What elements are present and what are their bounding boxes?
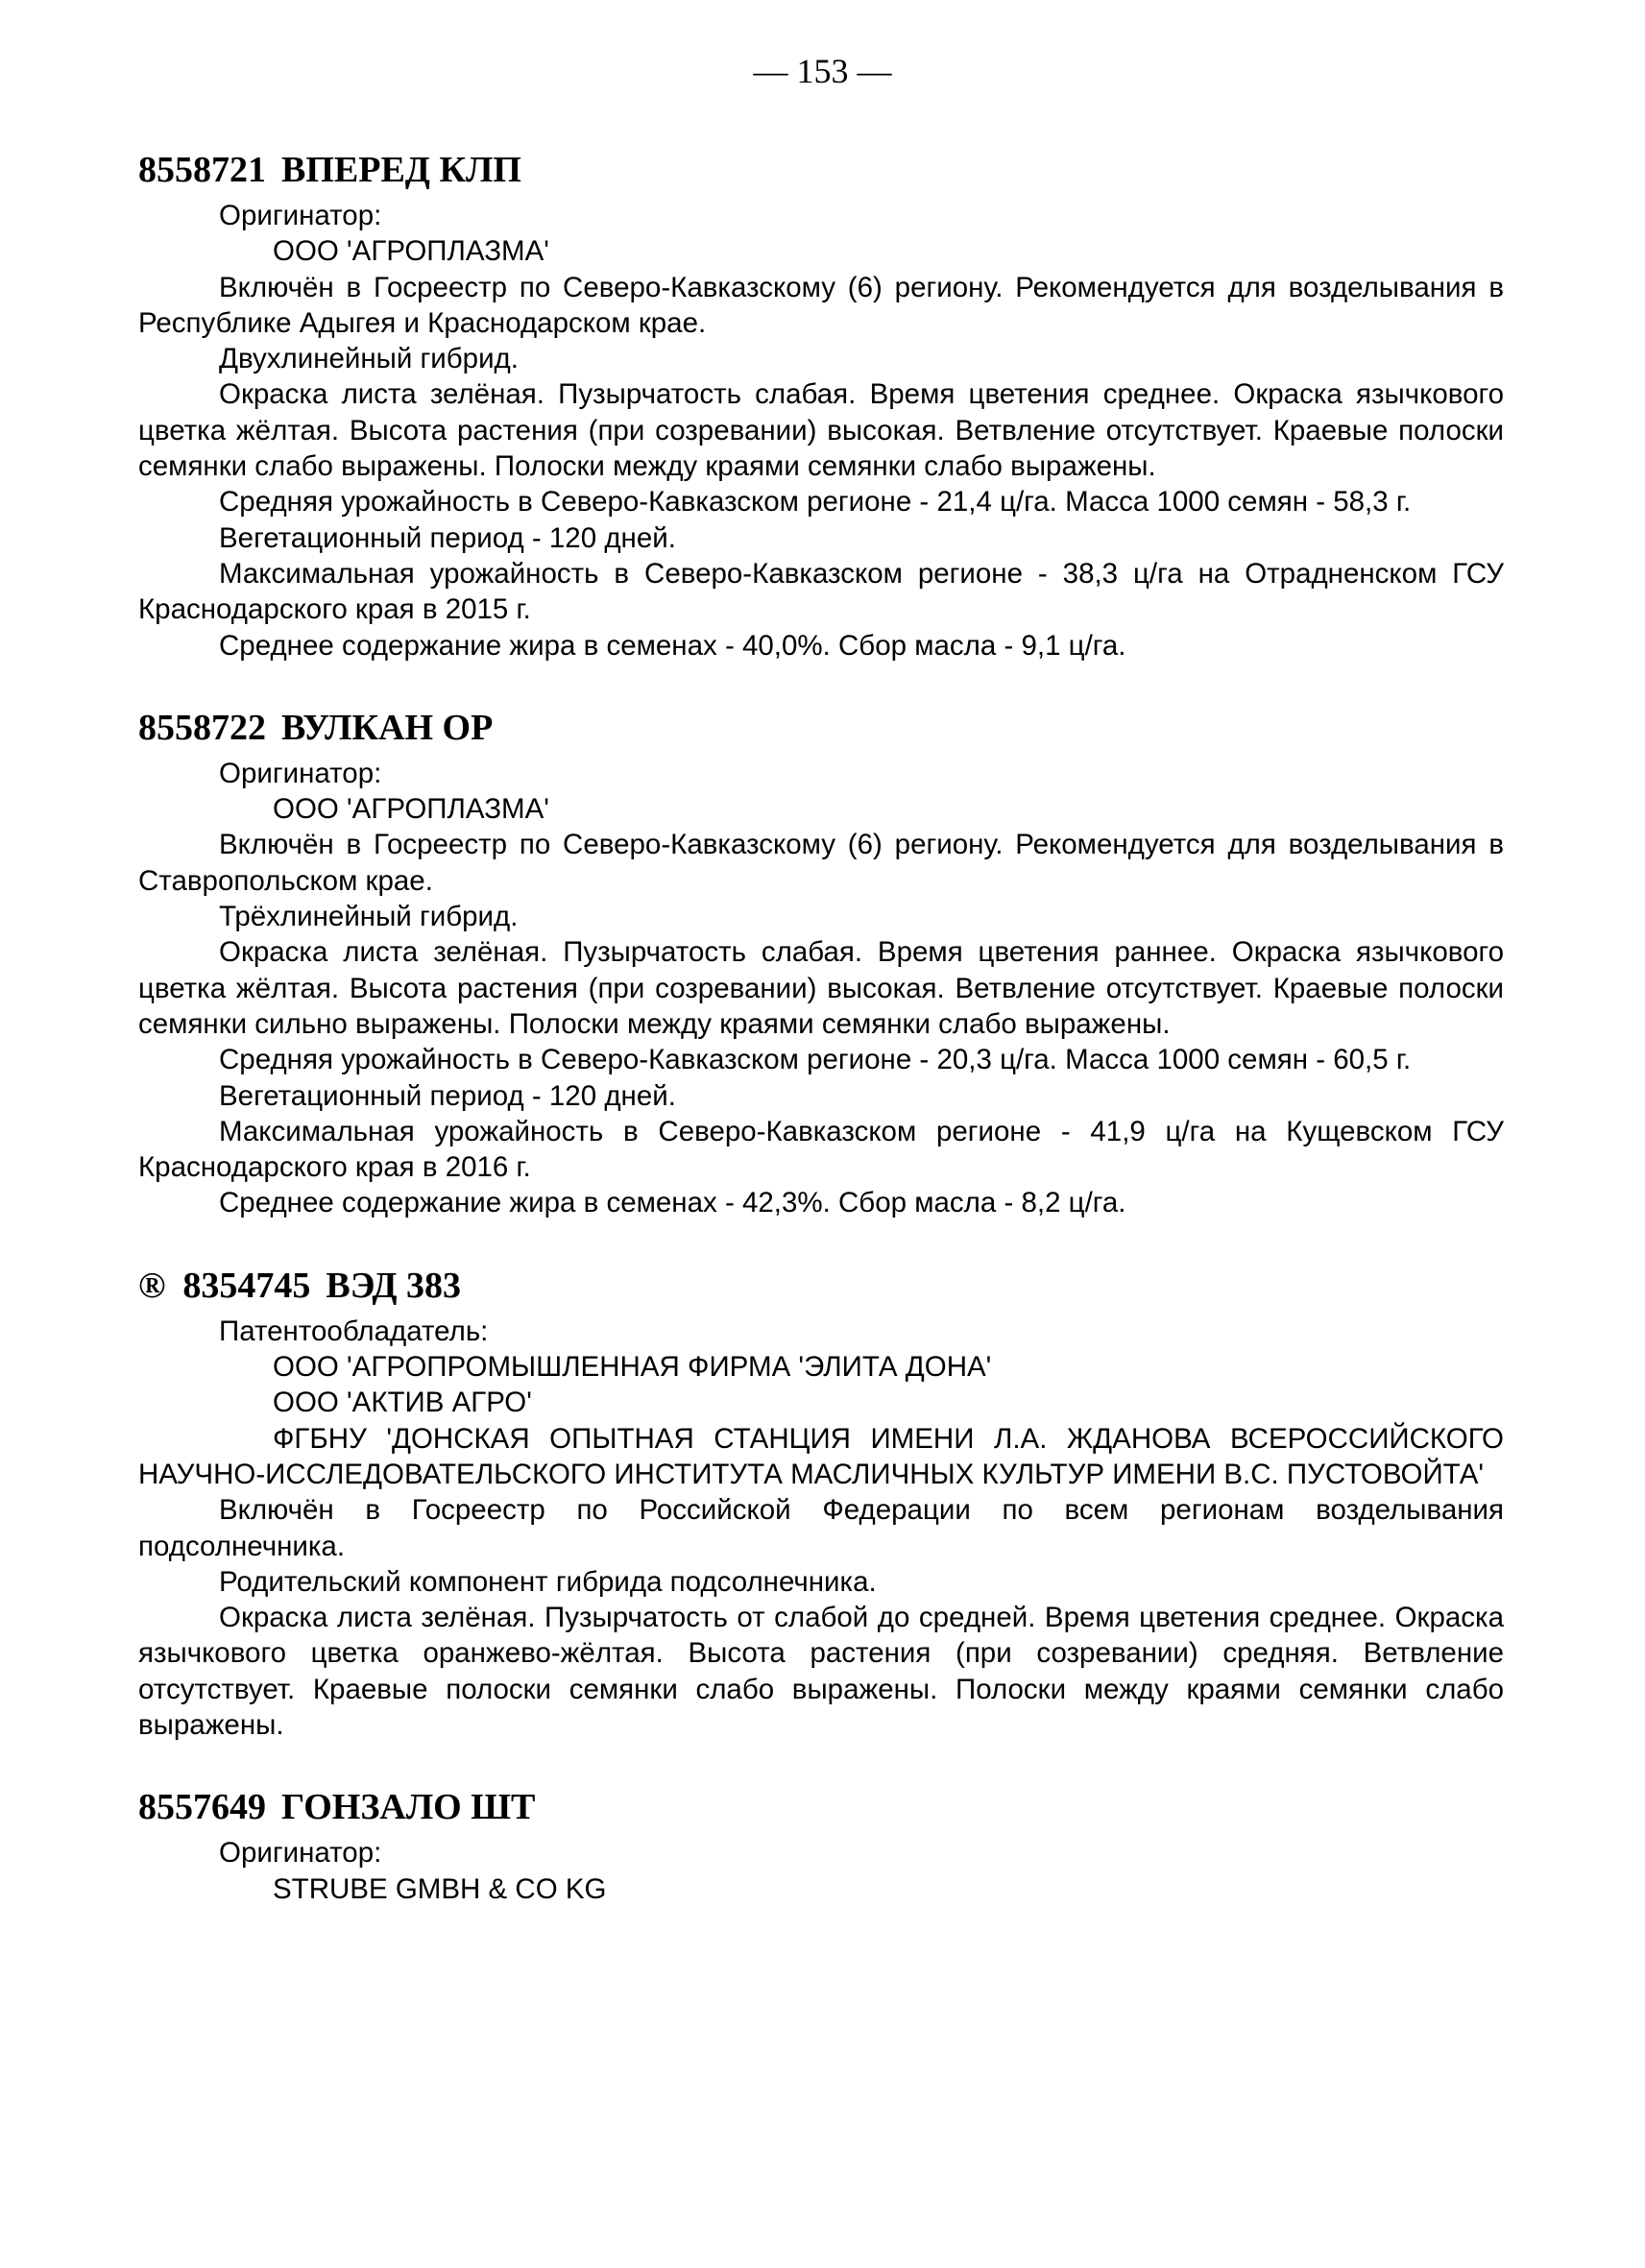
entry-paragraph: Окраска листа зелёная. Пузырчатость от слабой до средней. Время цветения среднее. Окраска язычкового цветка оранжево-жёлтая. Высота растения (при созревании) средняя. Ветвление отсутствует. Краевые полоски семянки слабо выражены. Полоски между краями семянки слабо выражены. — [138, 1602, 1504, 1741]
entry-organization: ООО 'АГРОПРОМЫШЛЕННАЯ ФИРМА 'ЭЛИТА ДОНА' — [273, 1351, 992, 1384]
entry-paragraph: Средняя урожайность в Северо-Кавказском регионе - 20,3 ц/га. Масса 1000 семян - 60,5 г. — [219, 1044, 1412, 1076]
entry-name: ВПЕРЕД КЛП — [281, 150, 521, 190]
entry-code: 8558722 — [138, 707, 266, 748]
page-content — [138, 148, 1504, 1949]
entry-paragraph: Двухлинейный гибрид. — [219, 343, 519, 375]
entry-name: ГОНЗАЛО ШТ — [281, 1787, 536, 1828]
entry-paragraph: Среднее содержание жира в семенах - 40,0%. Сбор масла - 9,1 ц/га. — [219, 629, 1126, 662]
entry-heading — [138, 148, 1504, 192]
entry-body — [138, 1314, 1504, 1744]
entry-paragraph: Вегетационный период - 120 дней. — [219, 521, 676, 554]
entry-role-label: Патентообладатель: — [219, 1315, 489, 1347]
entry-paragraph: Средняя урожайность в Северо-Кавказском регионе - 21,4 ц/га. Масса 1000 семян - 58,3 г. — [219, 486, 1412, 519]
entry-role-label: Оригинатор: — [219, 757, 382, 789]
entry-heading — [138, 1785, 1504, 1829]
registered-mark: ® — [138, 1265, 166, 1306]
entry-code: 8558721 — [138, 150, 266, 190]
entry-role-label: Оригинатор: — [219, 200, 382, 231]
entry-paragraph: Родительский компонент гибрида подсолнечника. — [219, 1565, 877, 1598]
entry-paragraph: Окраска листа зелёная. Пузырчатость слабая. Время цветения раннее. Окраска язычкового цветка жёлтая. Высота растения (при созревании) высокая. Ветвление отсутствует. Краевые полоски семянки сильно выражены. Полоски между краями семянки слабо выражены. — [138, 936, 1504, 1040]
entry-body — [138, 756, 1504, 1221]
variety-entry — [138, 1785, 1504, 1907]
entry-paragraph: Трёхлинейный гибрид. — [219, 901, 519, 933]
entry-name: ВЭД 383 — [326, 1265, 461, 1306]
entry-body — [138, 1835, 1504, 1907]
entry-paragraph: Окраска листа зелёная. Пузырчатость слабая. Время цветения среднее. Окраска язычкового цветка жёлтая. Высота растения (при созревании) высокая. Ветвление отсутствует. Краевые полоски семянки слабо выражены. Полоски между краями семянки слабо выражены. — [138, 378, 1504, 483]
entry-paragraph: Среднее содержание жира в семенах - 42,3%. Сбор масла - 8,2 ц/га. — [219, 1187, 1126, 1219]
entry-paragraph: Вегетационный период - 120 дней. — [219, 1079, 676, 1112]
entry-paragraph: Включён в Госреестр по Северо-Кавказскому (6) региону. Рекомендуется для возделывания в Республике Адыгея и Краснодарском крае. — [138, 271, 1504, 339]
entry-code: 8557649 — [138, 1787, 266, 1828]
variety-entry — [138, 148, 1504, 664]
entry-organization: STRUBE GMBH & CO KG — [273, 1872, 607, 1905]
variety-entry — [138, 706, 1504, 1221]
entry-paragraph: Максимальная урожайность в Северо-Кавказском регионе - 41,9 ц/га на Кущевском ГСУ Краснодарского края в 2016 г. — [138, 1115, 1504, 1184]
entry-heading — [138, 1264, 1504, 1308]
entry-paragraph: Максимальная урожайность в Северо-Кавказском регионе - 38,3 ц/га на Отрадненском ГСУ Краснодарского края в 2015 г. — [138, 557, 1504, 626]
entry-code: 8354745 — [182, 1265, 311, 1306]
entry-name: ВУЛКАН ОР — [281, 707, 494, 748]
entry-paragraph: Включён в Госреестр по Северо-Кавказскому (6) региону. Рекомендуется для возделывания в Ставропольском крае. — [138, 829, 1504, 897]
variety-entry — [138, 1264, 1504, 1744]
entry-organization: ФГБНУ 'ДОНСКАЯ ОПЫТНАЯ СТАНЦИЯ ИМЕНИ Л.А. ЖДАНОВА ВСЕРОССИЙСКОГО НАУЧНО-ИССЛЕДОВАТЕЛЬСКОГО ИНСТИТУТА МАСЛИЧНЫХ КУЛЬТУР ИМЕНИ В.С. ПУСТОВОЙТА' — [138, 1422, 1504, 1490]
entry-organization: ООО 'АГРОПЛАЗМА' — [273, 793, 549, 826]
entry-organization: ООО 'АКТИВ АГРО' — [273, 1387, 532, 1419]
entry-organization: ООО 'АГРОПЛАЗМА' — [273, 235, 549, 268]
entry-role-label: Оригинатор: — [219, 1837, 382, 1870]
page-number: — 153 — — [753, 52, 892, 90]
entry-heading — [138, 706, 1504, 750]
entry-body — [138, 198, 1504, 664]
entry-paragraph: Включён в Госреестр по Российской Федерации по всем регионам возделывания подсолнечника. — [138, 1494, 1504, 1562]
